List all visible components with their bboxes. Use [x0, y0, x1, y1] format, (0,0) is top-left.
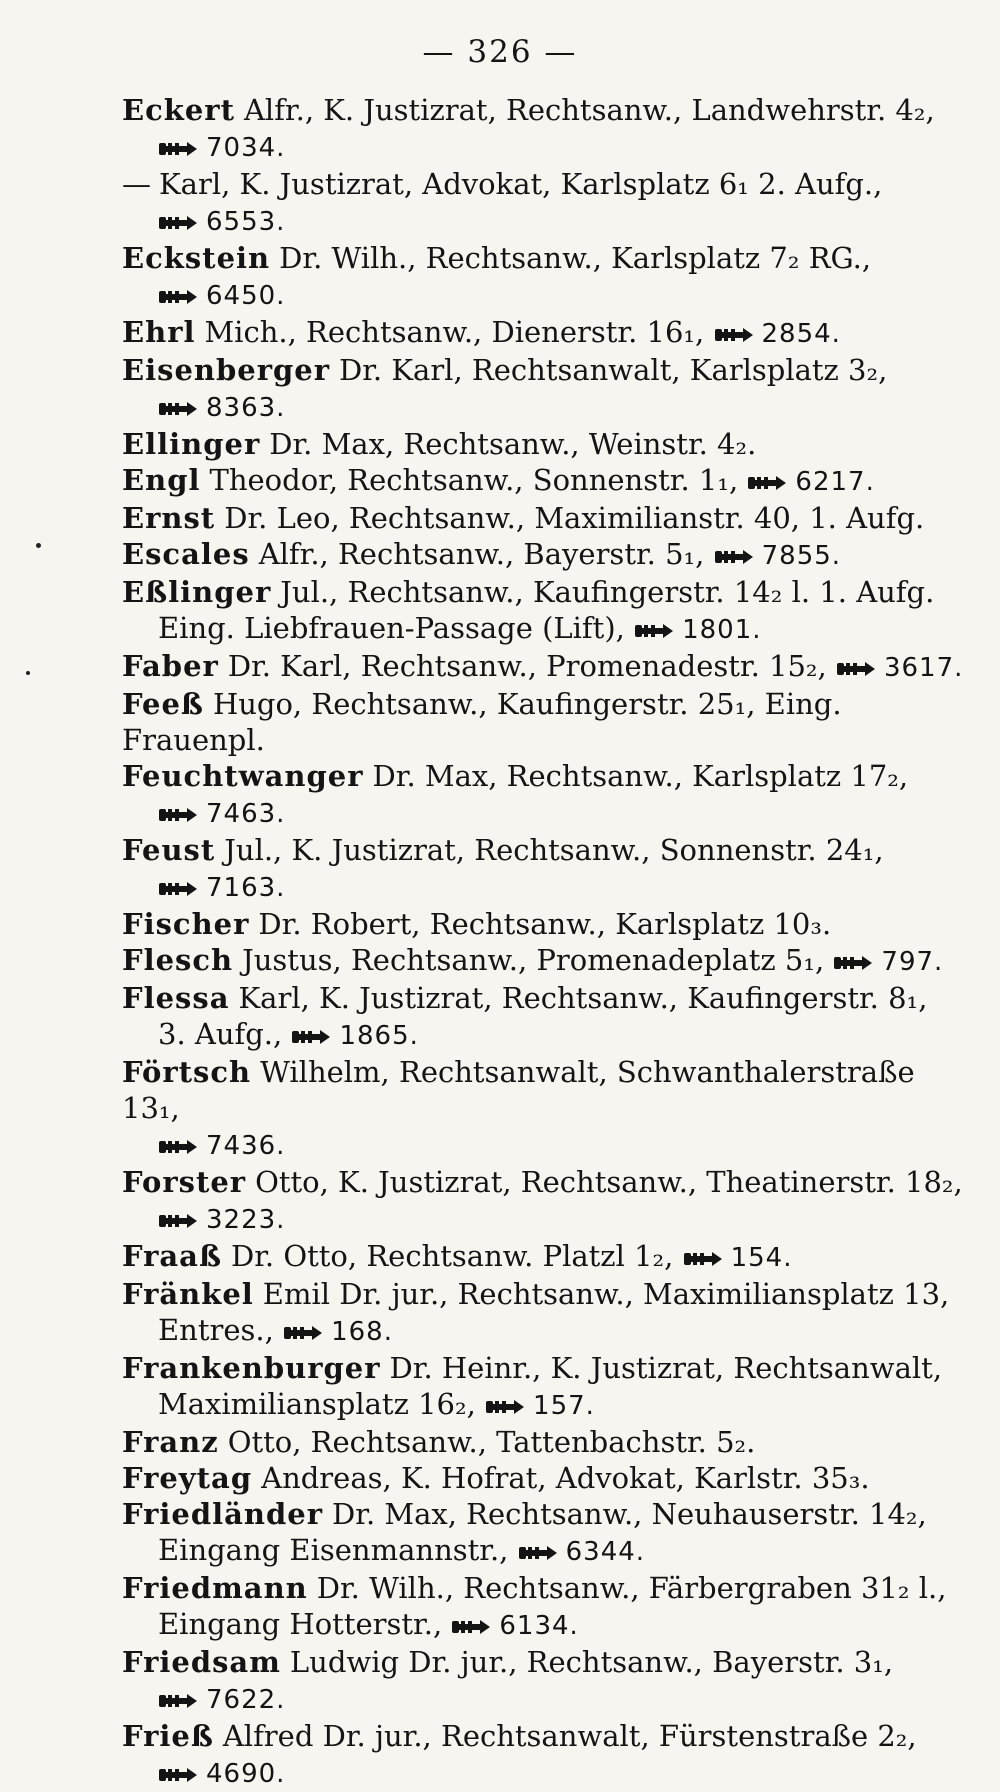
phone-number: 1865. [339, 1021, 419, 1051]
surname: Flessa [122, 981, 230, 1015]
phone-number: 3223. [206, 1205, 286, 1235]
entry-details: Dr. Otto, Rechtsanw. Platzl 1₂, [230, 1239, 674, 1273]
surname: Feuchtwanger [122, 759, 364, 793]
telephone-icon [451, 1618, 491, 1636]
entry-first-line [122, 942, 972, 980]
entry-details: Dr. Karl, Rechtsanwalt, Karlsplatz 3₂, [339, 353, 888, 387]
surname: Freytag [122, 1461, 253, 1495]
entry-first-line [122, 166, 972, 202]
entry-details: Dr. Robert, Rechtsanw., Karlsplatz 10₃. [258, 907, 832, 941]
directory-entry [122, 1644, 972, 1718]
surname: Escales [122, 537, 250, 571]
phone-number: 1801. [682, 615, 762, 645]
entry-details: Dr. Karl, Rechtsanw., Promenadestr. 15₂, [227, 649, 827, 683]
entry-first-line [122, 1424, 972, 1460]
telephone-icon [158, 400, 198, 418]
directory-entry [122, 92, 972, 166]
directory-entry [122, 758, 972, 832]
phone-number: 4690. [206, 1759, 286, 1789]
surname: Fischer [122, 907, 250, 941]
entry-details: Jul., K. Justizrat, Rechtsanw., Sonnenstr. 24₁, [224, 833, 884, 867]
entry-first-line [122, 1644, 972, 1680]
surname: Friedmann [122, 1571, 308, 1605]
entry-details: Justus, Rechtsanw., Promenadeplatz 5₁, [242, 943, 825, 977]
directory-entry [122, 1460, 972, 1496]
surname: Eckert [122, 93, 235, 127]
entry-first-line [122, 574, 972, 610]
phone-number: 2854. [761, 319, 841, 349]
phone-number: 6450. [206, 281, 286, 311]
entry-continuation-line [122, 388, 972, 426]
directory-entry [122, 1424, 972, 1460]
telephone-icon [747, 474, 787, 492]
entry-continuation-line [122, 202, 972, 240]
telephone-icon [714, 326, 754, 344]
phone-number: 7436. [206, 1131, 286, 1161]
directory-entry [122, 462, 972, 500]
directory-entry [122, 1570, 972, 1644]
directory-entry [122, 648, 972, 686]
ink-speck [36, 543, 41, 548]
surname: Frieß [122, 1719, 214, 1753]
telephone-icon [683, 1250, 723, 1268]
entry-first-line [122, 1460, 972, 1496]
entry-first-line [122, 1570, 972, 1606]
entry-first-line [122, 1164, 972, 1200]
entry-first-line [122, 1054, 972, 1126]
entry-details: Mich., Rechtsanw., Dienerstr. 16₁, [204, 315, 705, 349]
directory-entry [122, 426, 972, 462]
telephone-icon [158, 880, 198, 898]
telephone-icon [158, 1212, 198, 1230]
surname: Förtsch [122, 1055, 252, 1089]
entry-continuation-line [122, 1680, 972, 1718]
telephone-icon [485, 1398, 525, 1416]
phone-number: 8363. [206, 393, 286, 423]
phone-number: 168. [331, 1317, 393, 1347]
surname: Friedsam [122, 1645, 281, 1679]
telephone-icon [714, 548, 754, 566]
entry-continuation-line [122, 610, 972, 648]
directory-entry [122, 240, 972, 314]
phone-number: 6344. [565, 1537, 646, 1567]
directory-entry [122, 906, 972, 942]
entry-continuation-line [122, 1126, 972, 1164]
entry-details: Andreas, K. Hofrat, Advokat, Karlstr. 35₃. [261, 1461, 870, 1495]
entry-details: Otto, K. Justizrat, Rechtsanw., Theatinerstr. 18₂, [255, 1165, 963, 1199]
entry-details: Jul., Rechtsanw., Kaufingerstr. 14₂ l. 1. Aufg. [280, 575, 935, 609]
entry-details: 3. Aufg., [158, 1017, 283, 1051]
telephone-icon [291, 1028, 331, 1046]
surname: Ehrl [122, 315, 196, 349]
phone-number: 154. [730, 1243, 793, 1273]
entry-details: Entres., [158, 1313, 274, 1347]
directory-entry [122, 942, 972, 980]
entry-details: Theodor, Rechtsanw., Sonnenstr. 1₁, [209, 463, 739, 497]
phone-number: 7855. [761, 541, 842, 571]
phone-number: 7163. [206, 873, 286, 903]
surname: Eckstein [122, 241, 271, 275]
entry-first-line [122, 240, 972, 276]
entry-first-line [122, 906, 972, 942]
directory-entry [122, 686, 972, 758]
entry-first-line [122, 1238, 972, 1276]
surname: Faber [122, 649, 219, 683]
directory-entry [122, 1350, 972, 1424]
phone-number: 6553. [206, 207, 286, 237]
entry-first-line [122, 1718, 972, 1754]
telephone-icon [158, 1692, 198, 1710]
entry-details: Dr. Max, Rechtsanw., Karlsplatz 17₂, [372, 759, 909, 793]
directory-entry [122, 166, 972, 240]
surname: Ellinger [122, 427, 261, 461]
entry-first-line [122, 462, 972, 500]
entry-continuation-line [122, 1532, 972, 1570]
directory-entry [122, 1164, 972, 1238]
surname: Eisenberger [122, 353, 330, 387]
entry-continuation-line [122, 1754, 972, 1792]
telephone-icon [158, 1138, 198, 1156]
entry-details: Eingang Hotterstr., [158, 1607, 443, 1641]
surname: Fränkel [122, 1277, 254, 1311]
entry-details: Karl, K. Justizrat, Rechtsanw., Kaufingerstr. 8₁, [238, 981, 928, 1015]
entry-details: Dr. Wilh., Rechtsanw., Karlsplatz 7₂ RG., [279, 241, 872, 275]
entry-continuation-line [122, 1386, 972, 1424]
ink-speck [26, 671, 30, 675]
entry-list [122, 92, 972, 1792]
entry-first-line [122, 686, 972, 758]
directory-entry [122, 1276, 972, 1350]
entry-first-line [122, 1350, 972, 1386]
entry-details: Dr. Max, Rechtsanw., Neuhauserstr. 14₂, [332, 1497, 927, 1531]
entry-details: Karl, K. Justizrat, Advokat, Karlsplatz 6₁ 2. Aufg., [159, 167, 883, 201]
entry-first-line [122, 500, 972, 536]
entry-first-line [122, 758, 972, 794]
entry-continuation-line [122, 1200, 972, 1238]
entry-first-line [122, 980, 972, 1016]
surname: Eßlinger [122, 575, 272, 609]
telephone-icon [283, 1324, 323, 1342]
entry-details: Dr. Leo, Rechtsanw., Maximilianstr. 40, 1. Aufg. [224, 501, 925, 535]
telephone-icon [158, 140, 198, 158]
entry-continuation-line [122, 1016, 972, 1054]
telephone-icon [158, 806, 198, 824]
entry-details: Emil Dr. jur., Rechtsanw., Maximiliansplatz 13, [262, 1277, 950, 1311]
directory-entry [122, 1054, 972, 1164]
surname: Frankenburger [122, 1351, 381, 1385]
surname: Franz [122, 1425, 219, 1459]
entry-continuation-line [122, 128, 972, 166]
entry-continuation-line [122, 1606, 972, 1644]
entry-first-line [122, 648, 972, 686]
directory-entry [122, 832, 972, 906]
entry-details: Eing. Liebfrauen-Passage (Lift), [158, 611, 625, 645]
directory-entry [122, 1238, 972, 1276]
entry-details: Alfred Dr. jur., Rechtsanwalt, Fürstenstraße 2₂, [222, 1719, 917, 1753]
directory-entry [122, 574, 972, 648]
entry-details: Maximiliansplatz 16₂, [158, 1387, 476, 1421]
entry-details: Hugo, Rechtsanw., Kaufingerstr. 25₁, Eing. Frauenpl. [122, 687, 842, 757]
phone-number: 7463. [206, 799, 286, 829]
entry-first-line [122, 314, 972, 352]
entry-details: Eingang Eisenmannstr., [158, 1533, 509, 1567]
directory-entry [122, 1718, 972, 1792]
entry-details: Dr. Wilh., Rechtsanw., Färbergraben 31₂ l., [316, 1571, 947, 1605]
directory-entry [122, 352, 972, 426]
page-number: — 326 — [422, 34, 578, 70]
telephone-icon [634, 622, 674, 640]
entry-details: Dr. Max, Rechtsanw., Weinstr. 4₂. [269, 427, 757, 461]
phone-number: 7034. [206, 133, 286, 163]
ditto-dash: — [122, 167, 151, 201]
entry-first-line [122, 1496, 972, 1532]
entry-details: Ludwig Dr. jur., Rechtsanw., Bayerstr. 3₁, [289, 1645, 894, 1679]
phone-number: 6217. [795, 467, 875, 497]
entry-continuation-line [122, 1312, 972, 1350]
entry-details: Wilhelm, Rechtsanwalt, Schwanthalerstraße 13₁, [122, 1055, 915, 1125]
entry-details: Alfr., Rechtsanw., Bayerstr. 5₁, [258, 537, 705, 571]
entry-first-line [122, 536, 972, 574]
entry-details: Alfr., K. Justizrat, Rechtsanw., Landwehrstr. 4₂, [243, 93, 935, 127]
entry-continuation-line [122, 276, 972, 314]
surname: Forster [122, 1165, 247, 1199]
phone-number: 6134. [499, 1611, 579, 1641]
entry-continuation-line [122, 868, 972, 906]
telephone-icon [836, 660, 876, 678]
surname: Friedländer [122, 1497, 324, 1531]
telephone-icon [518, 1544, 558, 1562]
directory-entry [122, 500, 972, 536]
entry-first-line [122, 832, 972, 868]
surname: Ernst [122, 501, 216, 535]
directory-entry [122, 980, 972, 1054]
directory-entry [122, 536, 972, 574]
entry-first-line [122, 92, 972, 128]
surname: Flesch [122, 943, 234, 977]
directory-entry [122, 1496, 972, 1570]
entry-continuation-line [122, 794, 972, 832]
phone-number: 157. [533, 1391, 595, 1421]
surname: Engl [122, 463, 201, 497]
telephone-icon [158, 288, 198, 306]
entry-first-line [122, 352, 972, 388]
surname: Feeß [122, 687, 204, 721]
telephone-icon [158, 1766, 198, 1784]
entry-details: Dr. Heinr., K. Justizrat, Rechtsanwalt, [389, 1351, 943, 1385]
telephone-icon [158, 214, 198, 232]
surname: Feust [122, 833, 216, 867]
entry-details: Otto, Rechtsanw., Tattenbachstr. 5₂. [227, 1425, 756, 1459]
phone-number: 797. [881, 947, 944, 977]
entry-first-line [122, 426, 972, 462]
phone-number: 7622. [206, 1685, 286, 1715]
surname: Fraaß [122, 1239, 222, 1273]
telephone-icon [833, 954, 873, 972]
phone-number: 3617. [883, 653, 964, 683]
entry-first-line [122, 1276, 972, 1312]
directory-entry [122, 314, 972, 352]
